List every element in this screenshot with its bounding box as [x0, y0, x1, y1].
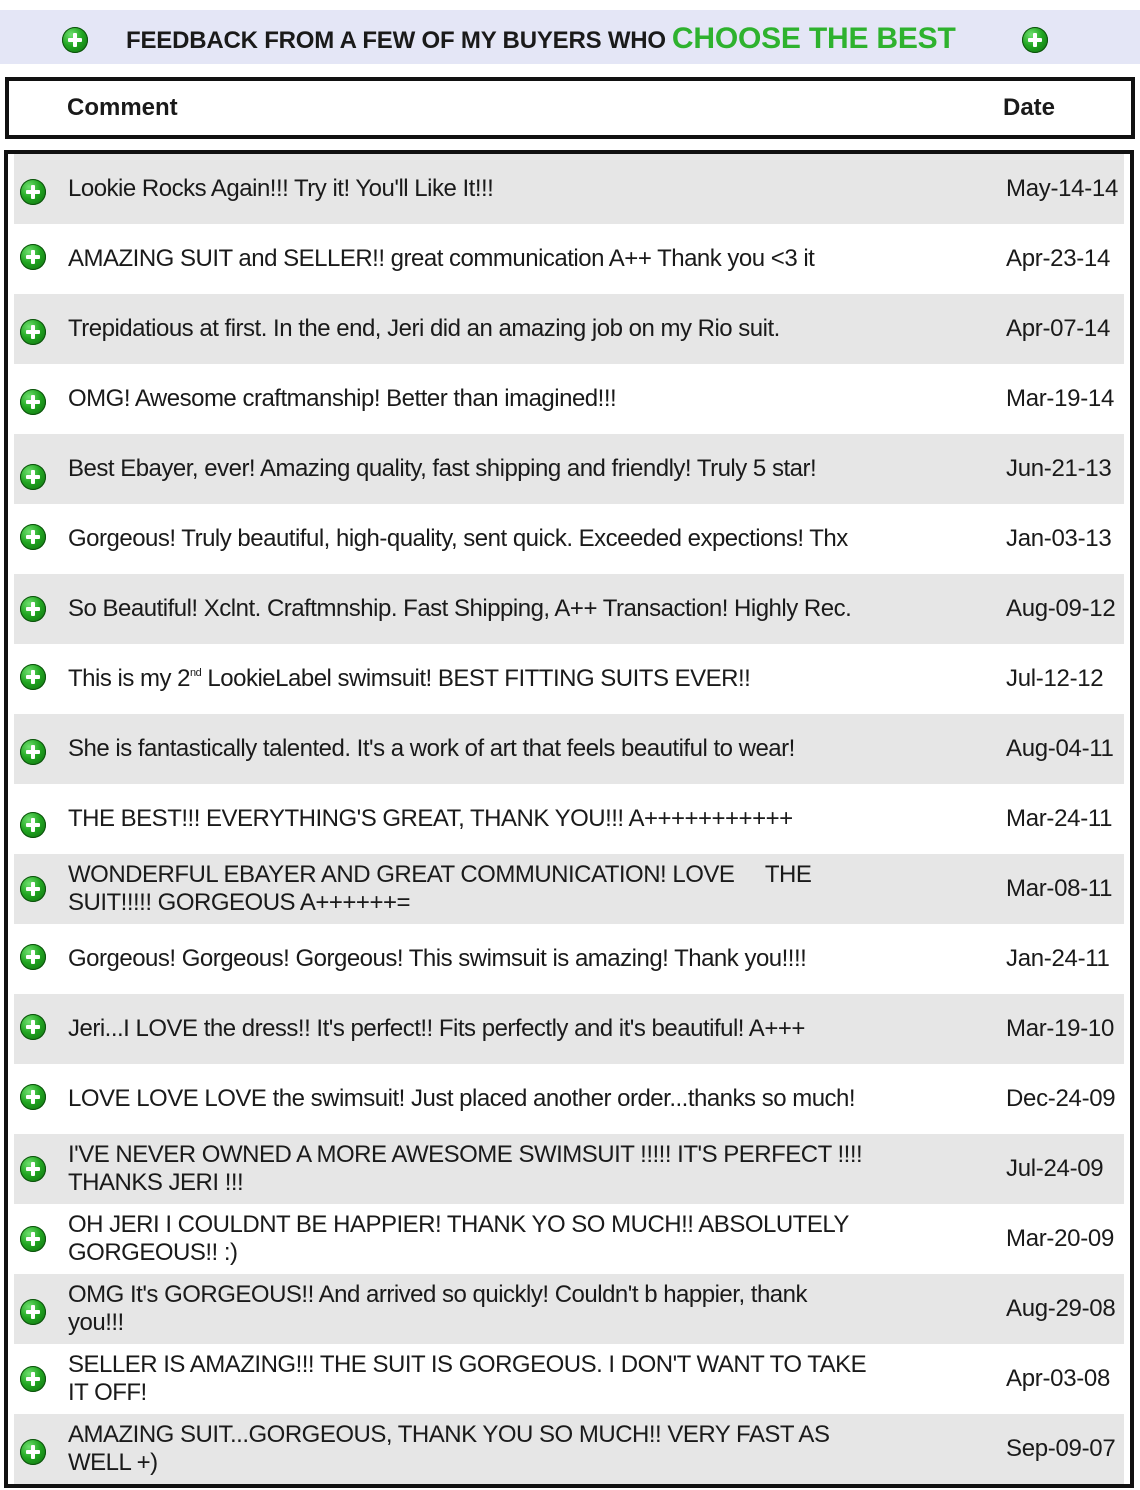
feedback-comment-text: OMG! Awesome craftmanship! Better than imagined!!! [68, 385, 617, 412]
feedback-comment-text: I'VE NEVER OWNED A MORE AWESOME SWIMSUIT !!!!! IT'S PERFECT !!!! THANKS JERI !!! [68, 1141, 868, 1196]
comment-part: LookieLabel swimsuit! BEST FITTING SUITS EVER!! [201, 665, 751, 692]
plus-circle-icon [20, 944, 46, 970]
feedback-comment [68, 1344, 873, 1414]
feedback-comment-text: Jeri...I LOVE the dress!! It's perfect!! Fits perfectly and it's beautiful! A+++ [68, 1015, 805, 1042]
plus-circle-icon [20, 389, 46, 415]
table-header [5, 77, 1135, 139]
feedback-date: Aug-29-08 [1006, 1295, 1116, 1322]
feedback-date: Sep-09-07 [1006, 1435, 1116, 1462]
feedback-comment-text: OH JERI I COULDNT BE HAPPIER! THANK YO SO MUCH!! ABSOLUTELY GORGEOUS!! :) [68, 1211, 855, 1266]
ordinal-suffix: nd [190, 667, 202, 679]
table-row [14, 994, 1124, 1064]
feedback-date: Jul-12-12 [1006, 665, 1104, 692]
table-row [14, 1274, 1124, 1344]
feedback-date: May-14-14 [1006, 175, 1119, 202]
table-row [14, 574, 1124, 644]
feedback-banner [0, 10, 1140, 64]
feedback-comment [68, 364, 868, 434]
feedback-comment-text: Trepidatious at first. In the end, Jeri did an amazing job on my Rio suit. [68, 315, 780, 342]
plus-circle-icon [62, 27, 88, 53]
feedback-comment-text: She is fantastically talented. It's a work of art that feels beautiful to wear! [68, 735, 795, 762]
banner-title [126, 10, 956, 64]
table-row [14, 504, 1124, 574]
feedback-date: Apr-23-14 [1006, 245, 1111, 272]
feedback-comment [68, 574, 868, 644]
feedback-comment [68, 644, 868, 714]
feedback-date: Jul-24-09 [1006, 1155, 1104, 1182]
table-row [14, 784, 1124, 854]
table-row [14, 364, 1124, 434]
feedback-comment [68, 1204, 868, 1274]
feedback-comment-text: LOVE LOVE LOVE the swimsuit! Just placed another order...thanks so much! [68, 1085, 856, 1112]
feedback-comment-text: Best Ebayer, ever! Amazing quality, fast shipping and friendly! Truly 5 star! [68, 455, 817, 482]
feedback-date: Jan-03-13 [1006, 525, 1112, 552]
plus-circle-icon [20, 1156, 46, 1182]
banner-title-text: FEEDBACK FROM A FEW OF MY BUYERS WHO [126, 27, 666, 54]
table-row [14, 1204, 1124, 1274]
feedback-comment [68, 994, 868, 1064]
plus-circle-icon [20, 1366, 46, 1392]
feedback-comment-text: SELLER IS AMAZING!!! THE SUIT IS GORGEOUS. I DON'T WANT TO TAKE IT OFF! [68, 1351, 873, 1406]
feedback-comment-text: AMAZING SUIT...GORGEOUS, THANK YOU SO MUCH!! VERY FAST AS WELL +) [68, 1421, 836, 1476]
table-row [14, 644, 1124, 714]
table-row [14, 1414, 1124, 1484]
table-row [14, 224, 1124, 294]
plus-circle-icon [20, 1084, 46, 1110]
feedback-comment [68, 1134, 868, 1204]
column-header-date: Date [1003, 94, 1056, 121]
feedback-date: Mar-20-09 [1006, 1225, 1115, 1252]
table-row [14, 294, 1124, 364]
feedback-comment [68, 1274, 868, 1344]
feedback-date: Jun-21-13 [1006, 455, 1112, 482]
plus-circle-icon [20, 464, 46, 490]
feedback-comment [68, 504, 868, 574]
column-header-comment: Comment [67, 94, 178, 121]
table-row [14, 1064, 1124, 1134]
feedback-date: Apr-03-08 [1006, 1365, 1111, 1392]
banner-title-accent: CHOOSE THE BEST [671, 22, 956, 55]
feedback-comment [68, 714, 868, 784]
plus-circle-icon [20, 664, 46, 690]
plus-circle-icon [20, 1299, 46, 1325]
feedback-comment-text [68, 665, 750, 693]
feedback-comment-text: Gorgeous! Truly beautiful, high-quality, sent quick. Exceeded expections! Thx [68, 525, 848, 552]
feedback-comment [68, 434, 868, 504]
feedback-date: Mar-08-11 [1006, 875, 1113, 902]
feedback-date: Apr-07-14 [1006, 315, 1111, 342]
feedback-comment [68, 924, 868, 994]
feedback-comment-text: WONDERFUL EBAYER AND GREAT COMMUNICATION! LOVE THE SUIT!!!!! GORGEOUS A++++++= [68, 861, 818, 916]
table-row [14, 714, 1124, 784]
feedback-date: Dec-24-09 [1006, 1085, 1116, 1112]
plus-circle-icon [20, 596, 46, 622]
feedback-comment [68, 1414, 868, 1484]
table-row [14, 924, 1124, 994]
feedback-comment [68, 224, 868, 294]
table-row [14, 154, 1124, 224]
plus-circle-icon [20, 524, 46, 550]
plus-circle-icon [20, 1226, 46, 1252]
feedback-comment-text: Lookie Rocks Again!!! Try it! You'll Like It!!! [68, 175, 494, 202]
table-row [14, 1134, 1124, 1204]
plus-circle-icon [20, 812, 46, 838]
feedback-comment-text: Gorgeous! Gorgeous! Gorgeous! This swimsuit is amazing! Thank you!!!! [68, 945, 807, 972]
plus-circle-icon [20, 1014, 46, 1040]
plus-circle-icon [20, 319, 46, 345]
feedback-comment-text: So Beautiful! Xclnt. Craftmnship. Fast Shipping, A++ Transaction! Highly Rec. [68, 595, 852, 622]
feedback-date: Mar-19-10 [1006, 1015, 1115, 1042]
feedback-comment-text: THE BEST!!! EVERYTHING'S GREAT, THANK YOU!!! A+++++++++++ [68, 805, 793, 832]
feedback-date: Mar-24-11 [1006, 805, 1113, 832]
plus-circle-icon [20, 244, 46, 270]
feedback-comment-text: OMG It's GORGEOUS!! And arrived so quickly! Couldn't b happier, thank you!!! [68, 1281, 814, 1336]
feedback-comment [68, 784, 868, 854]
feedback-comment [68, 294, 868, 364]
table-row [14, 854, 1124, 924]
feedback-date: Mar-19-14 [1006, 385, 1115, 412]
plus-circle-icon [20, 179, 46, 205]
table-row [14, 1344, 1124, 1414]
plus-circle-icon [20, 739, 46, 765]
feedback-comment [68, 854, 868, 924]
feedback-date: Jan-24-11 [1006, 945, 1110, 972]
plus-circle-icon [20, 1439, 46, 1465]
feedback-date: Aug-04-11 [1006, 735, 1114, 762]
feedback-comment-text: AMAZING SUIT and SELLER!! great communication A++ Thank you <3 it [68, 245, 815, 272]
plus-circle-icon [20, 876, 46, 902]
plus-circle-icon [1022, 27, 1048, 53]
comment-part: This is my 2 [68, 665, 191, 692]
feedback-date: Aug-09-12 [1006, 595, 1116, 622]
feedback-comment [68, 154, 868, 224]
feedback-table [4, 150, 1134, 1488]
feedback-comment [68, 1064, 868, 1134]
table-row [14, 434, 1124, 504]
